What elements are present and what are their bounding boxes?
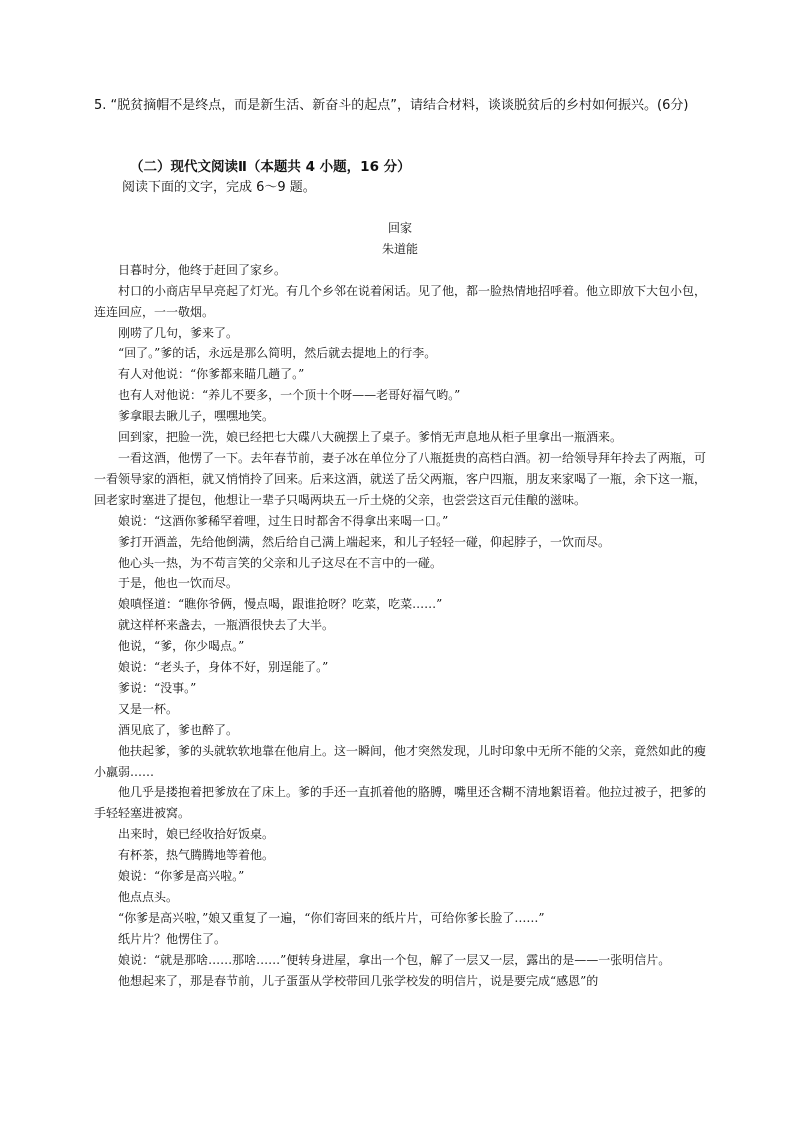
paragraph: 他说，“爹，你少喝点。” (118, 639, 245, 654)
paragraph: 村口的小商店早早亮起了灯光。有几个乡邻在说着闲话。见了他，都一脸热情地招呼着。他立即放下大包小包，连连回应，一一敬烟。 (94, 283, 707, 319)
section-title: （二）现代文阅读Ⅱ（本题共 4 小题，16 分） (130, 159, 411, 175)
paragraph: 娘说：“老头子，身体不好，别逞能了。” (118, 660, 329, 675)
paragraph: 娘说：“你爹是高兴啦。” (118, 869, 245, 884)
paragraph: 也有人对他说：“养儿不要多，一个顶十个呀——老哥好福气哟。” (118, 388, 461, 403)
paragraph: 娘说：“这酒你爹稀罕着哩，过生日时都舍不得拿出来喝一口。” (118, 513, 449, 528)
story-title: 回家 (387, 221, 412, 235)
paragraph: 纸片片？他愣住了。 (118, 931, 227, 946)
paragraph: 娘说：“就是那啥……那啥……”便转身进屋，拿出一个包，解了一层又一层，露出的是——一张明信片。 (118, 952, 671, 967)
paragraph: “回了。”爹的话，永远是那么简明，然后就去提地上的行李。 (118, 346, 437, 361)
paragraph: 又是一杯。 (118, 701, 179, 716)
paragraph: 有人对他说：“你爹都来瞄几趟了。” (118, 367, 305, 382)
paragraph: 酒见底了，爹也醉了。 (118, 722, 239, 737)
paragraph: 他心头一热，为不苟言笑的父亲和儿子这尽在不言中的一碰。 (118, 555, 443, 570)
paragraph: 日暮时分，他终于赶回了家乡。 (118, 262, 287, 277)
story-text (94, 218, 706, 992)
paragraph: 刚唠了几句，爹来了。 (118, 325, 239, 340)
paragraph: 回到家，把脸一洗，娘已经把七大碟八大碗摆上了桌子。爹悄无声息地从柜子里拿出一瓶酒来。 (118, 430, 623, 445)
question-5: 5. “脱贫摘帽不是终点，而是新生活、新奋斗的起点”，请结合材料，谈谈脱贫后的乡村如何振兴。(6分) (94, 98, 689, 113)
paragraph: 他几乎是搂抱着把爹放在了床上。爹的手还一直抓着他的胳膊，嘴里还含糊不清地絮语着。他拉过被子，把爹的手轻轻塞进被窝。 (94, 785, 707, 821)
paragraph: 就这样杯来盏去，一瓶酒很快去了大半。 (118, 618, 335, 633)
paragraph: 娘嗔怪道：“瞧你爷俩，慢点喝，跟谁抢呀？吃菜，吃菜……” (118, 597, 443, 612)
paragraph: 他点点头。 (118, 890, 179, 904)
section-instruction: 阅读下面的文字，完成 6～9 题。 (122, 180, 316, 195)
paragraph: 出来时，娘已经收拾好饭桌。 (118, 827, 275, 842)
paragraph: 有杯茶，热气腾腾地等着他。 (118, 848, 275, 863)
paragraph: “你爹是高兴啦，”娘又重复了一遍，“你们寄回来的纸片片，可给你爹长脸了……” (118, 910, 545, 925)
story-author: 朱道能 (381, 241, 418, 256)
paragraph: 于是，他也一饮而尽。 (118, 576, 239, 591)
paragraph: 爹拿眼去瞅儿子，嘿嘿地笑。 (118, 409, 275, 424)
paragraph: 他想起来了，那是春节前，儿子蛋蛋从学校带回几张学校发的明信片，说是要完成“感恩”的 (118, 973, 599, 988)
paragraph: 一看这酒，他愣了一下。去年春节前，妻子冰在单位分了八瓶挺贵的高档白酒。初一给领导拜年拎去了两瓶，可一看领导家的酒柜，就又悄悄拎了回来。后来这酒，就送了岳父两瓶，客户四瓶，朋友来家喝了一瓶，余下这一瓶，回老家时塞进了提包，他想让一辈子只喝两块五一斤土烧的父亲，也尝尝这百元佳酿的滋味。 (94, 450, 707, 507)
paragraph: 爹打开酒盖，先给他倒满，然后给自己满上端起来，和儿子轻轻一碰，仰起脖子，一饮而尽。 (118, 534, 611, 549)
paragraph: 他扶起爹，爹的头就软软地靠在他肩上。这一瞬间，他才突然发现，儿时印象中无所不能的父亲，竟然如此的瘦小羸弱…… (94, 743, 707, 779)
paragraph: 爹说：“没事。” (118, 680, 197, 695)
